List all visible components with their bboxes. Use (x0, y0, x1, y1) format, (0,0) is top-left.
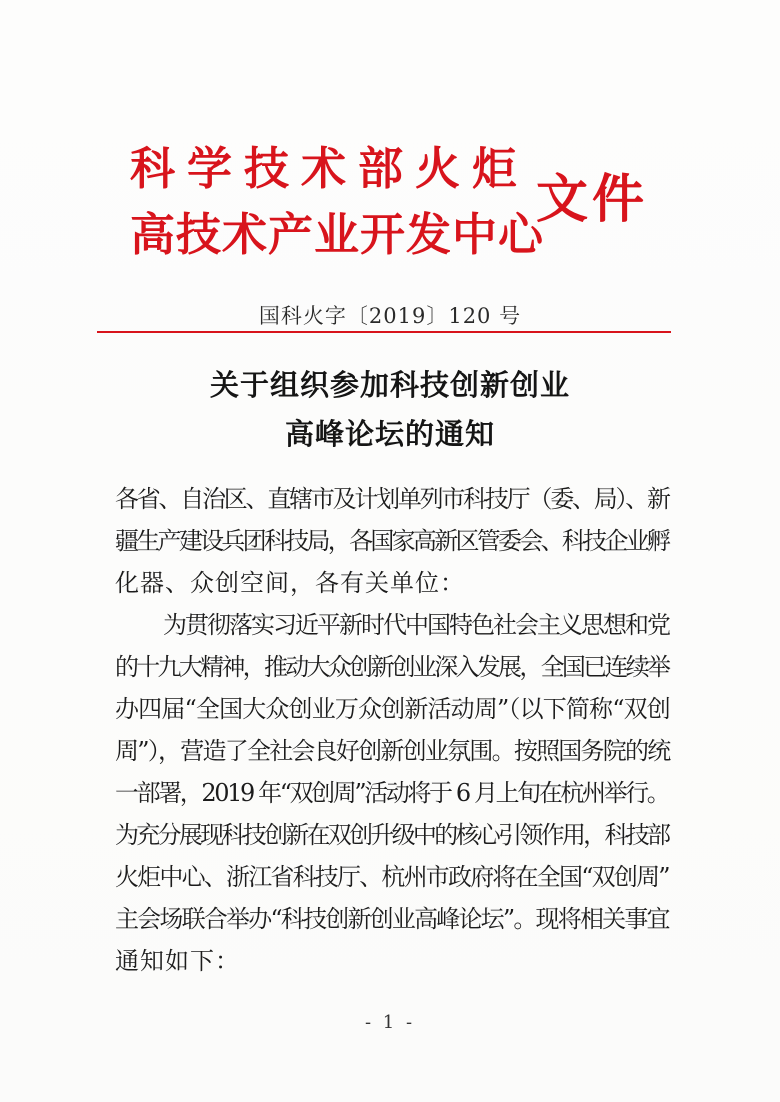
body-line: 一部署，2019 年“双创周”活动将于 6 月上旬在杭州举行。 (115, 779, 669, 807)
document-number: 国科火字〔2019〕120 号 (258, 304, 522, 328)
body-line: 化器、众创空间，各有关单位： (115, 569, 465, 597)
notice-title-line1: 关于组织参加科技创新创业 (209, 368, 570, 402)
page-number: - 1 - (364, 1012, 416, 1033)
body-line: 通知如下： (115, 947, 240, 975)
body-line: 各省、自治区、直辖市及计划单列市科技厅（委、局）、新 (115, 485, 669, 513)
body-line: 疆生产建设兵团科技局，各国家高新区管委会、科技企业孵 (115, 527, 669, 555)
document-type-label: 文件 (536, 170, 649, 230)
notice-title-line2: 高峰论坛的通知 (284, 417, 495, 451)
issuer-name-line1: 科学技术部火炬 (130, 142, 530, 195)
body-line: 办四届“全国大众创业万众创新活动周”（以下简称“双创 (115, 695, 670, 723)
red-divider-line (97, 331, 671, 333)
body-line: 主会场联合举办“科技创新创业高峰论坛”。现将相关事宜 (115, 905, 669, 933)
body-line: 火炬中心、浙江省科技厅、杭州市政府将在全国“双创周” (115, 863, 669, 891)
body-line: 为充分展现科技创新在双创升级中的核心引领作用，科技部 (115, 821, 669, 849)
issuer-name-line2: 高技术产业开发中心 (130, 208, 545, 261)
body-line: 为贯彻落实习近平新时代中国特色社会主义思想和党 (163, 611, 669, 639)
body-line: 的十九大精神，推动大众创新创业深入发展，全国已连续举 (115, 653, 669, 681)
body-line: 周”），营造了全社会良好创新创业氛围。按照国务院的统 (115, 737, 670, 765)
